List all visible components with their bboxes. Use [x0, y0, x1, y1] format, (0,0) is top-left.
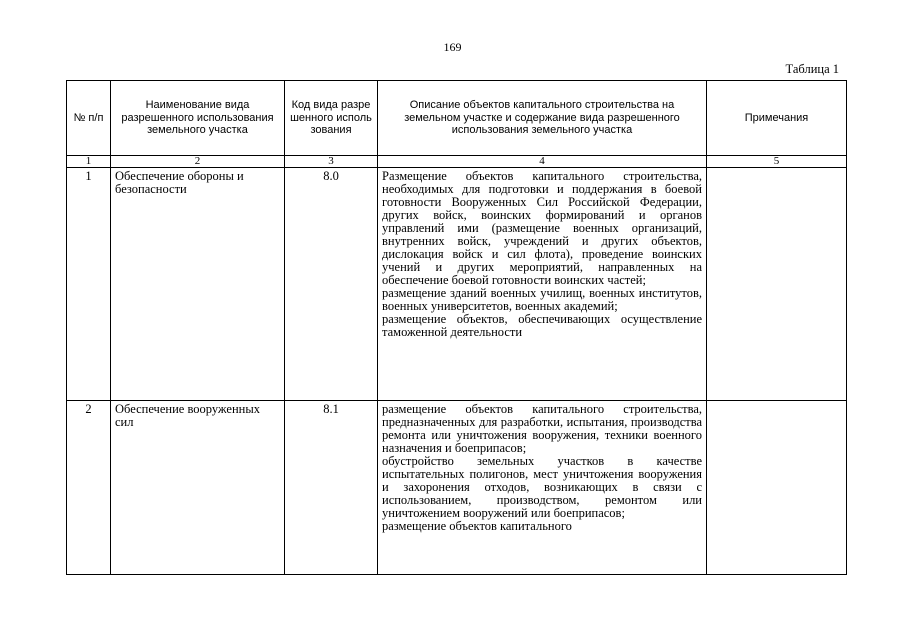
column-number: 4 [378, 156, 707, 168]
table-row [67, 401, 847, 575]
notes-cell [707, 168, 847, 401]
column-number: 2 [111, 156, 285, 168]
column-numbers-row [67, 156, 847, 168]
description-paragraph: размещение зданий военных училищ, военных институтов, военных университетов, военных академий; [382, 286, 702, 313]
land-use-description [378, 168, 707, 401]
land-use-code: 8.1 [285, 401, 378, 575]
header-notes: Примечания [707, 81, 847, 156]
row-number: 1 [67, 168, 111, 401]
description-paragraph: размещение объектов, обеспечивающих осуществление таможенной деятельности [382, 312, 702, 339]
header-name: Наименование вида разрешенного использования земельного участка [111, 81, 285, 156]
column-number: 5 [707, 156, 847, 168]
header-row [67, 81, 847, 156]
land-use-name: Обеспечение обороны и безопасности [111, 168, 285, 401]
header-description: Описание объектов капитального строительства на земельном участке и содержание вида разрешенного использования земельного участка [378, 81, 707, 156]
header-code: Код вида разрешенного использования [285, 81, 378, 156]
description-paragraph: размещение объектов капитального [382, 519, 572, 533]
table-caption: Таблица 1 [785, 62, 839, 76]
land-use-table [66, 80, 847, 575]
land-use-name: Обеспечение вооруженных сил [111, 401, 285, 575]
table-row [67, 168, 847, 401]
header-num: № п/п [67, 81, 111, 156]
column-number: 1 [67, 156, 111, 168]
description-paragraph: размещение объектов капитального строительства, предназначенных для разработки, испытания, производства ремонта или уничтожения вооружения, техники военного назначения и боеприпасов; [382, 402, 702, 455]
row-number: 2 [67, 401, 111, 575]
page-number: 169 [443, 40, 462, 54]
description-paragraph: Размещение объектов капитального строительства, необходимых для подготовки и поддержания в боевой готовности Вооруженных Сил Российской Федерации, других войск, воинских формирований и органов управлений ими (размещение военных организаций, внутренних войск, учреждений и других объектов, дислокация войск и сил флота), проведение воинских учений и других мероприятий, направленных на обеспечение боевой готовности воинских частей; [382, 169, 702, 287]
land-use-code: 8.0 [285, 168, 378, 401]
notes-cell [707, 401, 847, 575]
column-number: 3 [285, 156, 378, 168]
description-paragraph: обустройство земельных участков в качестве испытательных полигонов, мест уничтожения вооружения и захоронения отходов, возникающих в связи с использованием, производством, ремонтом или уничтожением вооружений или боеприпасов; [382, 454, 702, 520]
land-use-description [378, 401, 707, 575]
